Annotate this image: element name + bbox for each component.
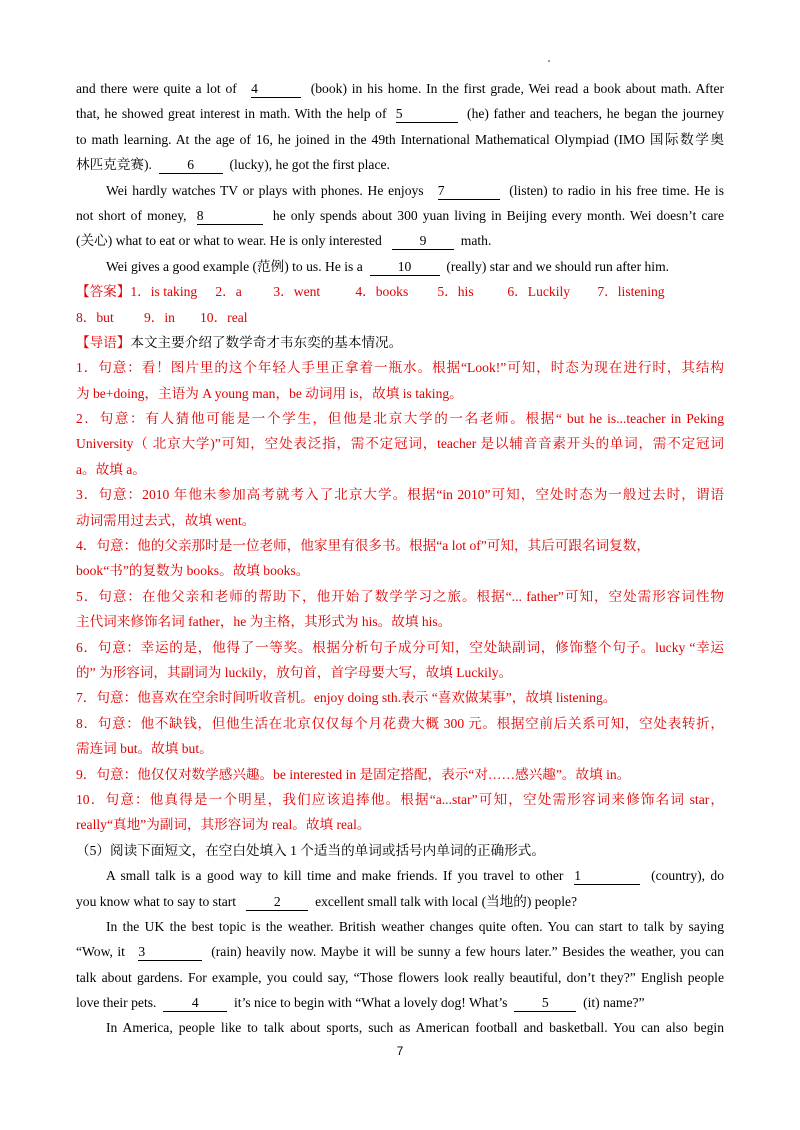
answer-item: 1．is taking bbox=[130, 284, 198, 300]
passage-line: to math learning. At the age of 16, he joined in the 49th International Mathematical Olympiad (IMO 国际数学奥 bbox=[76, 131, 724, 147]
explain-line: a。故填 a。 bbox=[76, 461, 146, 477]
passage-line: In the UK the best topic is the weather. British weather changes quite often. You can start to talk by saying bbox=[106, 918, 724, 934]
blank-6: 6 bbox=[159, 156, 223, 174]
answer-item: 3．went bbox=[273, 284, 321, 300]
explain-line: 动词需用过去式，故填 went。 bbox=[76, 512, 256, 528]
blank-5: 5 bbox=[396, 105, 458, 123]
passage-line: that, he showed great interest in math. With the help of 5 (he) father and teachers, he began the journey bbox=[76, 106, 725, 122]
scan-dot bbox=[548, 60, 550, 62]
answer-line bbox=[76, 305, 724, 330]
answer-tag: 【答案】 bbox=[76, 284, 131, 300]
answer-item: 2．a bbox=[215, 284, 242, 300]
explain-line: 2．句意：有人猜他可能是一个学生，但他是北京大学的一名老师。根据“ but he is...teacher in Peking bbox=[76, 411, 724, 427]
passage-line: “Wow, it 3 (rain) heavily now. Maybe it will be sunny a few hours later.” Besides the weather, you can bbox=[76, 944, 724, 960]
explain-line: 3．句意：2010 年他未参加高考就考入了北京大学。根据“in 2010”可知，空处时态为一般过去时，谓语 bbox=[76, 487, 724, 503]
blank-3: 3 bbox=[138, 943, 202, 961]
blank-8: 8 bbox=[197, 207, 263, 225]
explain-line: 主代词来修饰名词 father，he 为主格，其形式为 his。故填 his。 bbox=[76, 614, 452, 630]
passage-line: (关心) what to eat or what to wear. He is only interested 9 math. bbox=[76, 233, 492, 249]
answer-item: 10．real bbox=[200, 309, 248, 325]
answer-item: 5．his bbox=[437, 284, 474, 300]
blank-10: 10 bbox=[370, 258, 440, 276]
blank-1: 1 bbox=[574, 867, 640, 885]
explain-line: University（ 北京大学)”可知，空处表泛指，需不定冠词，teacher 是以辅音音素开头的单词，需不定冠词 bbox=[76, 436, 724, 452]
explain-line: 为 be+doing，主语为 A young man，be 动词用 is，故填 is taking。 bbox=[76, 385, 463, 401]
answer-item: 4．books bbox=[355, 284, 409, 300]
blank-4: 4 bbox=[251, 80, 301, 98]
blank-5: 5 bbox=[514, 994, 576, 1012]
explain-line: 5．句意：在他父亲和老师的帮助下，他开始了数学学习之旅。根据“... father”可知，空处需形容词性物 bbox=[76, 588, 724, 604]
explain-line: 6．句意：幸运的是，他得了一等奖。根据分析句子成分可知，空处缺副词，修饰整个句子。lucky “幸运 bbox=[76, 639, 724, 655]
passage-line: you know what to say to start 2 excellent small talk with local (当地的) people? bbox=[76, 893, 578, 909]
explain-line: 需连词 but。故填 but。 bbox=[76, 741, 213, 757]
passage-line: Wei hardly watches TV or plays with phones. He enjoys 7 (listen) to radio in his free time. He is bbox=[106, 182, 724, 198]
answer-item: 8．but bbox=[76, 309, 114, 325]
guide-text: 本文主要介绍了数学奇才韦东奕的基本情况。 bbox=[130, 334, 403, 350]
blank-4: 4 bbox=[163, 994, 227, 1012]
page-number: 7 bbox=[396, 1044, 404, 1058]
answer-item: 7．listening bbox=[597, 284, 665, 300]
explain-line: 7．句意：他喜欢在空余时间听收音机。enjoy doing sth.表示 “喜欢做某事”，故填 listening。 bbox=[76, 690, 617, 706]
explain-line: 1．句意：看！图片里的这个年轻人手里正拿着一瓶水。根据“Look!”可知，时态为现在进行时，其结构 bbox=[76, 360, 724, 376]
blank-2: 2 bbox=[246, 893, 308, 911]
answer-item: 6．Luckily bbox=[507, 284, 571, 300]
explain-line: 的” 为形容词，其副词为 luckily，放句首，首字母要大写，故填 Luckily。 bbox=[76, 664, 513, 680]
guide-line bbox=[76, 330, 724, 355]
passage-line: and there were quite a lot of 4 (book) in his home. In the first grade, Wei read a book about math. After bbox=[76, 81, 725, 96]
blank-7: 7 bbox=[438, 182, 500, 200]
answer-item: 9．in bbox=[144, 309, 175, 325]
section-header: （5）阅读下面短文，在空白处填入 1 个适当的单词或括号内单词的正确形式。 bbox=[76, 842, 545, 858]
explain-line: 8．句意：他不缺钱，但他生活在北京仅仅每个月花费大概 300 元。根据空前后关系可知，空处表转折， bbox=[76, 715, 724, 731]
explain-line: really“真地”为副词，其形容词为 real。故填 real。 bbox=[76, 817, 371, 833]
guide-tag: 【导语】 bbox=[76, 334, 131, 350]
explain-line: 4．句意：他的父亲那时是一位老师，他家里有很多书。根据“a lot of”可知，其后可跟名词复数， bbox=[76, 538, 650, 554]
passage-line: love their pets. 4 it’s nice to begin with “What a lovely dog! What’s 5 (it) name?” bbox=[76, 995, 645, 1011]
document-page bbox=[76, 76, 724, 1041]
passage-line: Wei gives a good example (范例) to us. He is a 10 (really) star and we should run after him. bbox=[106, 258, 670, 274]
explain-line: book“书”的复数为 books。故填 books。 bbox=[76, 563, 310, 579]
passage-line: talk about gardens. For example, you could say, “Those flowers look really beautiful, don’t they?” English people bbox=[76, 969, 724, 985]
passage-line: 林匹克竞赛). 6 (lucky), he got the first place. bbox=[76, 157, 390, 173]
blank-9: 9 bbox=[392, 232, 454, 250]
passage-line: A small talk is a good way to kill time and make friends. If you travel to other 1 (country), do bbox=[106, 868, 725, 884]
explain-line: 9．句意：他仅仅对数学感兴趣。be interested in 是固定搭配，表示“对……感兴趣”。故填 in。 bbox=[76, 766, 631, 782]
passage-line: In America, people like to talk about sports, such as American football and basketball. You can also begin bbox=[106, 1020, 724, 1036]
passage-line: not short of money, 8 he only spends about 300 yuan living in Beijing every month. Wei doesn’t care bbox=[76, 207, 724, 223]
answer-line bbox=[76, 279, 724, 304]
explain-line: 10．句意：他真得是一个明星，我们应该追捧他。根据“a...star”可知，空处需形容词来修饰名词 star， bbox=[76, 791, 724, 807]
